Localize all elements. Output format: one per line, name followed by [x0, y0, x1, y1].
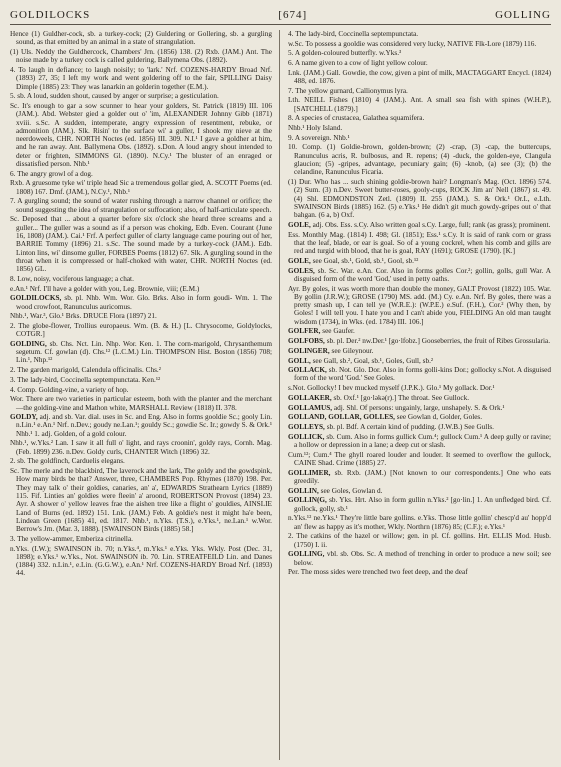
entry-text: Lnk. (JAM.) Gall. Gowdie, the cow, given a pint of milk, MACTAGGART Encycl. (1824) 488, ed. 1876.	[288, 68, 551, 86]
entry-headword: GOLFOBS,	[288, 337, 325, 346]
dictionary-entry	[10, 366, 272, 374]
entry-text: see Gileynour.	[331, 346, 374, 355]
dictionary-entry	[10, 535, 272, 543]
entry-text: vbl. sb. Obs. Sc. A method of trenching in order to produce a new soil; see below.	[294, 550, 551, 567]
dictionary-entry	[288, 550, 551, 567]
dictionary-entry	[288, 347, 551, 355]
entry-text: sb. pl. Der.² nw.Der.¹ [go·lfobz.] Gooseberries, the fruit of Ribes Grossularia.	[326, 337, 551, 346]
entry-text: see Gaufer.	[322, 327, 355, 336]
dictionary-entry	[10, 312, 272, 320]
dictionary-entry	[10, 285, 272, 293]
dictionary-entry	[10, 545, 272, 578]
entry-headword: GOLINGER,	[288, 346, 330, 355]
entry-text: adj. Shl. Of persons: ungainly, large, unshapely. S. & Ork.¹	[333, 403, 505, 412]
dictionary-entry	[288, 469, 551, 486]
dictionary-entry	[288, 366, 551, 383]
entry-text: sb. Yks. Hrt. Also in form gullin n.Yks.² [go·lin.] 1. An unfledged bird. Cf. gollock, golly, sb.¹	[294, 496, 551, 513]
dictionary-entry	[10, 92, 272, 100]
dictionary-entry	[288, 49, 551, 57]
entry-text: n.Yks. (I.W.); SWAINSON ib. 70; n.Yks.⁴, m.Yks.¹ e.Yks. Yks. Wkly. Post (Dec. 31, 1898); e.Yks.¹ w.Yks., Not. SWAINSON ib. 70. Lin. STREATFEILD Lin. and Danes (1884) 332. n.Lin.¹, e.Lin. (G.G.W.), e.An.¹ Nrf. COZENS-HARDY Broad Nrf. (1893) 44.	[10, 544, 272, 578]
entry-text: sb. Cum. Also in forms gullick Cum.⁴; gullock Cum.¹ A deep gully or ravine; a hollow or depression in a lane; a deep cut or slash.	[294, 432, 551, 449]
entry-text: Ess. Monthly Mag. (1814) I. 498; Gl. (1851); Ess.¹ s.Cy. It is said of rank corn or grass that the leaf, blade, or ear is goal. So of a young cockrel, when his comb and gills are red and turgid with blood, that he is goal, RAY (1691); GROSE (1790). [K.]	[288, 230, 551, 256]
dictionary-entry	[288, 384, 551, 392]
entry-text: sb. pl. Bdf. A certain kind of pudding. (J.W.B.) See Gulls.	[326, 422, 494, 431]
entry-text: w.Sc. To possess a gooldie was considered very lucky, NATIVE Flk-Lore (1879) 116.	[288, 39, 537, 48]
entry-text: 2. The catkins of the hazel or willow; gen. in pl. Cf. gollins. Hrt. ELLIS Mod. Husb. (1750) I. ii.	[288, 532, 551, 549]
dictionary-entry	[288, 87, 551, 95]
dictionary-entry	[288, 143, 551, 176]
right-column	[288, 30, 551, 760]
entry-text: 4. To laugh in defiance; to laugh noisily; to 'lark.' Nrf. COZENS-HARDY Broad Nrf. (1893) 27, 35; I left my work and went goldering off to the fair, SPILLING Daisy Dimple (1885) 23: They was lanarkin an golderin together (E.M.).	[10, 65, 272, 91]
entry-text: 5. A golden-coloured butterfly. w.Yks.³	[288, 49, 402, 58]
entry-headword: GOLLAKER,	[288, 393, 332, 402]
entry-text: 2. sb. The goldfinch, Carduelis elegans.	[10, 457, 125, 466]
dictionary-entry	[288, 96, 551, 113]
entry-text: e.An.¹ Nrf. I'll have a golder with you, Leg. Brownie, viii; (E.M.)	[10, 284, 200, 293]
entry-text: Hence (1) Guldher-cock, sb. a turkey-cock; (2) Guldering or Gollering, sb. a gurgling sound, as that emitted by an animal in a state of strangulation.	[10, 30, 272, 47]
dictionary-entry	[10, 170, 272, 178]
entry-headword: GOLLAND, GOLLAR, GOLLES,	[288, 413, 395, 422]
entry-headword: GOLLEYS,	[288, 422, 325, 431]
entry-text: see Goles, Gowlan d.	[320, 486, 383, 495]
dictionary-entry	[288, 257, 551, 265]
dictionary-entry	[10, 294, 272, 311]
dictionary-entry	[10, 275, 272, 283]
entry-text: 6. A name given to a cow of light yellow colour.	[288, 59, 428, 68]
entry-text: Sc. Deposed that ... about a quarter before six o'clock she heard three screams and a guller... The guller was a sound as if a person was choking, Edb. Even. Courant (June 16, 1808) (JAM.). Cai.¹ Frf. A perfect guller of clarty language came pouring out of her, BARRIE Tommy (1896) 21. s.Sc. The sound made by a turkey-cock (JAM.). Edb. Linton lins, wi' dinsome guller, FORBES Poems (1812) 67. Slk. A gurgling sound in the throat when it is compressed or half-choked with water, CHR. NORTH Noctes (ed. 1856) GL.	[10, 215, 272, 274]
dictionary-entry	[288, 231, 551, 256]
entry-headword: GOLLING,	[288, 550, 325, 559]
dictionary-entry	[10, 395, 272, 412]
entry-text: 8. Low, noisy, vociferous language; a chat.	[10, 274, 134, 283]
entry-text: 4. Comp. Golding-vine, a variety of hop.	[10, 385, 129, 394]
left-column	[10, 30, 272, 760]
dictionary-entry	[10, 66, 272, 91]
dictionary-entry	[10, 30, 272, 47]
entry-headword: GOLLICK,	[288, 432, 325, 441]
dictionary-entry	[288, 496, 551, 513]
dictionary-entry	[288, 487, 551, 495]
dictionary-entry	[10, 340, 272, 365]
dictionary-entry	[10, 439, 272, 456]
entry-text: Sc. It's enough to gar a sow scunner to hear your golders, St. Patrick (1819) III. 106 (JAM.). Abd. Webster gied a golder out o' 'im, ALEXANDER Johnny Gibb (1871) xviii. s.Sc. A sudden, intemperate, angry expression of resentment, rebuke, or admonition (JAM.). Slk. Risin' to the surface wi' a guller, I shook my nieve at the neerdoweels, CHR. NORTH Noctes (ed. 1856) III. 309. N.I.¹ I gave a goldher at him, and he ran away. Ant. Ballymena Obs. (1892). s.Don. A loud angry shout intended to deter or frighten, SIMMONS Gl. (1890). N.Cy.¹ The bluster of an enraged or dissatisfied person. Nhb.¹	[10, 101, 272, 169]
dictionary-entry	[10, 197, 272, 214]
page-number: [674]	[278, 9, 308, 21]
dictionary-entry	[10, 386, 272, 394]
entry-text: sb. Rxb. (JAM.) [Not known to our correspondents.] One who eats greedily.	[294, 468, 551, 485]
entry-text: 3. The yellow-ammer, Emberiza citrinella.	[10, 534, 133, 543]
entry-text: n.Yks.¹² ne.Yks.¹ They're little bare gollins. e.Yks. Those little gollin' chescp'd au' hopp'd an' flew as happy as it's mother, Wkly. Northrn (1876) 85; (C.F.); e.Yks.¹	[288, 514, 551, 531]
dictionary-entry	[288, 404, 551, 412]
entry-text: Ayr. By goles, it was worth more than double the money, GALT Provost (1822) 105. War. By gollin (J.R.W.); GROSE (1790) MS. add. (M.) Cy. e.An. Nrf. By goles, there was a pretty smash up, I can tell ye (W.R.E.): (W.P.E.) e.Suf. (F.H.), Cor.² (Why then, by Goles! I will tell you. I hate you and I can't abide you, FIELDING An old man taught wisdom (1734), in Wks. (ed. 1784) III. 106.]	[288, 284, 551, 326]
entry-text: Sc. The merle and the blackbird, The laverock and the lark, The goldy and the gowdspink, How many birds be that? Answer, three, CHAMBERS Pop. Rhymes (1870) 198. Per. They may talk o' their goldies, canaries, an' a', EDWARDS Strathearn Lyrics (1889) 115. Fif. Linties an' goldies were fleein' a' aroond, ROBERTSON Provost (1894) 23. Ayr. A shower o' yellow leaves frae the aishen tree like a flight o' gouldies, AINSLIE Land of Burns (ed. 1892) 151. Lnk. (JAM.) Feb. A goldie's nest it might ha'e been, Lindean Green (1685) 41, ed. 1817. Nhb.¹, n.Yks. (T.S.), e.Yks.¹, ne.Lan.¹ w.Wor. Berrow's Jrn. (Mar. 3, 1888). [SWAINSON Birds (1885) 58.]	[10, 467, 272, 534]
dictionary-entry	[288, 532, 551, 549]
entry-headword: GOLLIN(G,	[288, 496, 327, 505]
dictionary-entry	[288, 124, 551, 132]
entry-text: adj. Obs. Ess. s.Cy. Also written goal s.Cy. Large, full; rank (as grass); prominent.	[312, 220, 551, 229]
dictionary-entry	[288, 59, 551, 67]
entry-text: Wor. There are two varieties in particular esteem, both with the planter and the merchant—the golding-vine and Mathon white, MARSHALL Review (1818) II. 378.	[10, 395, 272, 412]
dictionary-entry	[288, 30, 551, 38]
entry-text: s.Not. Gollocky! I bev mucked myself (J.P.K.). Glo.¹ My gollack. Dor.¹	[288, 384, 495, 393]
dictionary-entry	[288, 433, 551, 450]
entry-text: see Goal, sb.¹, Gold, sb.¹, Gool, sb.¹²	[312, 256, 419, 265]
dictionary-entry	[288, 568, 551, 576]
dictionary-entry	[288, 40, 551, 48]
dictionary-entry	[288, 134, 551, 142]
entry-headword: GOLE,	[288, 220, 311, 229]
entry-text: 5. sb. A loud, sudden shout, caused by anger or surprise; a gesticulation.	[10, 92, 219, 101]
entry-text: 8. A species of crustacea, Galathea squamifera.	[288, 114, 425, 123]
entry-text: 2. The globe-flower, Trollius europaeus. Wm. (B. & H.) [L. Chrysocome, Goldylocks, COTGR.]	[10, 321, 272, 339]
entry-text: 4. The lady-bird, Coccinella septempunctata.	[288, 30, 419, 38]
dictionary-entry	[288, 451, 551, 468]
dictionary-entry	[288, 285, 551, 326]
entry-text: sb. Sc. War. e.An. Cor. Also in forms golles Cor.²; gollin, golls, gull War. A disguised form of the word 'God,' used in petty oaths.	[294, 266, 551, 283]
dictionary-entry	[10, 48, 272, 65]
entry-text: sb. pl. Nhb. Wm. Wor. Glo. Brks. Also in form goudi- Wm. 1. The wood crowfoot, Ranunculus auricomus.	[16, 294, 272, 311]
entry-text: 2. The garden marigold, Calendula officinalis. Chs.²	[10, 366, 161, 375]
entry-text: sb. Oxf.¹ [go·ləkə(r).] The throat. See Gullock.	[333, 393, 470, 402]
dictionary-entry	[10, 215, 272, 273]
dictionary-entry	[288, 114, 551, 122]
entry-text: Lth. NEILL Fishes (1810) 4 (JAM.). Ant. A small sea fish with spines (W.H.P.), [SATCHELL (1879).]	[288, 96, 551, 113]
dictionary-entry	[10, 413, 272, 438]
entry-text: sb. Chs. Nct. Lin. Nhp. Wor. Ken. 1. The corn-marigold, Chrysanthemum segetum. Cf. gowlan (d). Chs.¹² (L.C.M.) Lin. THOMPSON Hist. Boston (1856) 708; Lin.¹, Nhp.¹²	[16, 339, 272, 365]
entry-headword: GOLDY,	[10, 413, 38, 422]
dictionary-entry	[10, 102, 272, 168]
entry-text: Per. The moss sides were trenched two feet deep, and the deaf	[288, 568, 468, 577]
dictionary-entry	[10, 179, 272, 196]
entry-text: 7. A gurgling sound; the sound of water rushing through a narrow channel or orifice; the sound suggesting the idea of strangulation or suffocation; also, of half-articulate speech.	[10, 197, 272, 214]
entry-text: 6. The angry growl of a dog.	[10, 169, 93, 178]
entry-headword: GOLE,	[288, 256, 311, 265]
dictionary-entry	[288, 337, 551, 345]
dictionary-entry	[288, 413, 551, 421]
dictionary-entry	[10, 467, 272, 533]
entry-text: 9. A sovereign. Nhb.¹	[288, 133, 350, 142]
dictionary-entry	[10, 457, 272, 465]
entry-headword: GOLL,	[288, 356, 311, 365]
entry-headword: GOLLAMUS,	[288, 403, 333, 412]
entry-headword: GOLLIMER,	[288, 468, 331, 477]
entry-text: adj. and sb. Var. dial. uses in Sc. and Eng. Also in forms gooldie Sc.; gooly Lin. n.Lin.¹ e.An.¹ Nrf. n.Dev.; goudy ne.Lan.¹; gouldy Sc.; gowdie Sc. Ir.; gowdy S. & Ork.¹ Nhb.¹ 1. adj. Golden, of a gold colour.	[16, 413, 272, 438]
dictionary-entry	[10, 376, 272, 384]
header-left-catchword: GOLDILOCKS	[10, 9, 91, 21]
dictionary-entry	[288, 357, 551, 365]
page-header	[10, 6, 551, 25]
dictionary-entry	[288, 514, 551, 531]
dictionary-entry	[288, 267, 551, 284]
entry-text: Nhb.¹, War.³, Glo.¹ Brks. DRUCE Flora (1897) 21.	[10, 312, 157, 321]
dictionary-entry	[10, 322, 272, 339]
entry-text: see Gowlan d, Golder, Goles.	[396, 413, 483, 422]
entry-headword: GOLES,	[288, 266, 315, 275]
entry-headword: GOLDILOCKS,	[10, 294, 62, 303]
entry-text: Rxb. A gruesome tyke wi' triple head Sic a tremendous gollar gied, A. SCOTT Poems (ed. 1808) 167. Dmf. (JAM.), N.Cy.¹, Nhb.¹	[10, 179, 272, 196]
entry-headword: GOLFER,	[288, 327, 321, 336]
dictionary-entry	[288, 394, 551, 402]
entry-text: Nhb.¹ Holy Island.	[288, 124, 343, 133]
entry-text: (1) Uls. Neddy the Guldhercock, Chambers' Jrn. (1856) 138. (2) Rxb. (JAM.) Ant. The noise made by a turkey cock is called guldering, Ballymena Obs. (1892).	[10, 47, 272, 65]
dictionary-entry	[288, 178, 551, 219]
entry-text: 3. The lady-bird, Coccinella septempunctata. Ken.¹²	[10, 375, 161, 384]
entry-headword: GOLLACK,	[288, 366, 327, 375]
dictionary-entry	[288, 327, 551, 335]
header-right-catchword: GOLLING	[495, 9, 551, 21]
entry-text: Cum.¹²; Cum.⁴ The ghyll roared louder and louder. It seemed to overflow the gullock, CAINE Shad. Crime (1885) 27.	[288, 450, 551, 467]
entry-text: 10. Comp. (1) Goldie-brown, golden-brown; (2) -crap, (3) -cap, the buttercups, Ranunculus acris, R. bulbosus, and R. repens; (4) -duck, the golden-eye, Clangula glaucion; (5) -gripes, advantage, pecuniary gain; (6) -knob, (a) see (3); (b) the celandine, Ranunculus Ficaria.	[288, 143, 551, 177]
entry-text: 7. The yellow gurnard, Callionymus lyra.	[288, 86, 408, 95]
dictionary-entry	[288, 221, 551, 229]
entry-text: Nhb.¹, w.Yks.² Lan. I saw it all full o' light, and rays croonin', goldy rays, Cornh. Mag. (Feb. 1899) 236. n.Dev. Goldy curls, CHANTER Witch (1896) 32.	[10, 439, 272, 456]
entry-headword: GOLLIN,	[288, 486, 319, 495]
entry-headword: GOLDING,	[10, 339, 47, 348]
entry-text: (1) Dur. Who has ... such shining goldie-brown hair? Longman's Mag. (Oct. 1896) 574. (2) Sum. (3) n.Dev. Sweet butter-roses, gooly-cups, ROCK Jim an' Nell (1867) st. 49. (4) Shl. EDMONDSTON Zetl. (1809) II. 255 (JAM.). S. & Ork.¹ Or.I., e.Lth. SWAINSON Birds (1885) 162. (5) e.Yks.¹ He didn't git much gowdy-gripes out o' that bahgan. (6 a, b) Oxf.	[288, 178, 551, 220]
dictionary-entry	[288, 423, 551, 431]
column-divider	[279, 30, 280, 760]
entry-text: see Gall, sb.², Goal, sb.¹, Goles, Gull, sb.²	[312, 356, 434, 365]
entry-text: sb. Not. Glo. Dor. Also in forms golli-kins Dor.; gollocky s.Not. A disguised form of the word 'God.' See Goles.	[294, 366, 551, 383]
dictionary-entry	[288, 69, 551, 86]
